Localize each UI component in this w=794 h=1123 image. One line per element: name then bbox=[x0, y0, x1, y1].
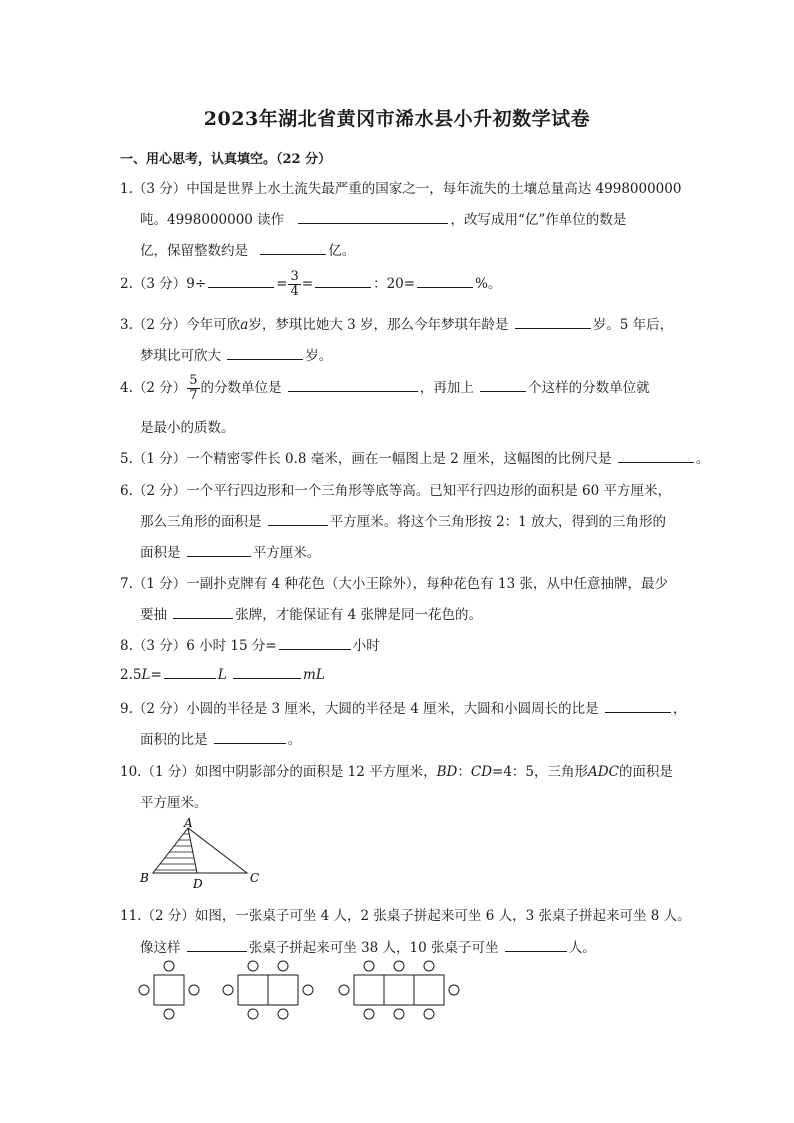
question-text: 平方厘米。 bbox=[140, 795, 208, 811]
triangle-figure bbox=[135, 818, 270, 890]
answer-blank[interactable] bbox=[187, 543, 251, 557]
answer-blank[interactable] bbox=[227, 346, 303, 360]
question-number: 8.（3 分） bbox=[120, 638, 187, 654]
label-b: B bbox=[140, 871, 149, 885]
segment-ad bbox=[188, 828, 197, 873]
question-5: 5.（1 分）一个精密零件长 0.8 毫米，画在一幅图上是 2 厘米，这幅图的比例尺是 。 bbox=[120, 451, 710, 467]
question-number: 5.（1 分） bbox=[120, 451, 187, 467]
table-group-three bbox=[339, 961, 459, 1019]
answer-blank[interactable] bbox=[208, 274, 274, 288]
answer-blank[interactable] bbox=[260, 241, 326, 255]
answer-blank[interactable] bbox=[288, 378, 418, 392]
equals-sign: = bbox=[276, 276, 288, 292]
answer-blank[interactable] bbox=[233, 665, 301, 679]
question-number: 7.（1 分） bbox=[120, 576, 187, 592]
question-number: 11.（2 分） bbox=[120, 908, 195, 924]
question-text: %。 bbox=[475, 276, 502, 292]
question-number: 1.（3 分） bbox=[120, 181, 187, 197]
fraction-three-quarters: $\frac{3}{4}$ bbox=[290, 269, 299, 299]
answer-blank[interactable] bbox=[187, 938, 247, 952]
question-number: 4.（2 分） bbox=[120, 380, 187, 396]
variable-a: a bbox=[240, 317, 249, 333]
table-group-one bbox=[139, 961, 199, 1019]
answer-blank[interactable] bbox=[605, 699, 671, 713]
label-c: C bbox=[250, 871, 260, 885]
answer-blank[interactable] bbox=[268, 512, 328, 526]
page-title: 2023年湖北省黄冈市浠水县小升初数学试卷 bbox=[203, 108, 591, 130]
fraction-five-sevenths: $\frac{5}{7}$ bbox=[189, 373, 198, 403]
answer-blank[interactable] bbox=[505, 938, 567, 952]
answer-blank[interactable] bbox=[173, 605, 233, 619]
question-text: ，改写成用“亿”作单位的数是 bbox=[450, 212, 627, 228]
answer-blank[interactable] bbox=[315, 274, 371, 288]
equals-sign: = bbox=[301, 276, 314, 292]
label-d: D bbox=[193, 877, 203, 890]
question-text: 吨。4998000000 读作 bbox=[140, 212, 285, 228]
answer-blank[interactable] bbox=[298, 210, 448, 224]
table-group-two bbox=[223, 961, 313, 1019]
question-2 bbox=[120, 270, 501, 299]
tables-figure bbox=[130, 955, 470, 1025]
answer-blank[interactable] bbox=[164, 665, 216, 679]
section-heading: 一、用心思考，认真填空。（22 分） bbox=[120, 152, 332, 167]
answer-blank[interactable] bbox=[618, 449, 694, 463]
question-text: 是最小的质数。 bbox=[140, 420, 235, 436]
question-number: 9.（2 分） bbox=[120, 701, 187, 717]
answer-blank[interactable] bbox=[279, 636, 351, 650]
answer-blank[interactable] bbox=[214, 730, 286, 744]
question-text: 9÷ bbox=[186, 276, 207, 292]
question-text: 中国是世界上水土流失最严重的国家之一，每年流失的土壤总量高达 4998000000 bbox=[186, 181, 682, 197]
question-text: ：20= bbox=[373, 276, 416, 292]
answer-blank[interactable] bbox=[417, 274, 473, 288]
triangle-abc bbox=[153, 828, 247, 873]
question-number: 3.（2 分） bbox=[120, 317, 187, 333]
question-text: 亿。 bbox=[328, 243, 356, 259]
answer-blank[interactable] bbox=[515, 315, 591, 329]
question-number: 2.（3 分） bbox=[120, 276, 187, 292]
answer-blank[interactable] bbox=[480, 378, 526, 392]
question-number: 6.（2 分） bbox=[120, 483, 187, 499]
label-a: A bbox=[184, 818, 193, 830]
question-number: 10.（1 分） bbox=[120, 764, 195, 780]
question-text: 亿，保留整数约是 bbox=[140, 243, 248, 259]
